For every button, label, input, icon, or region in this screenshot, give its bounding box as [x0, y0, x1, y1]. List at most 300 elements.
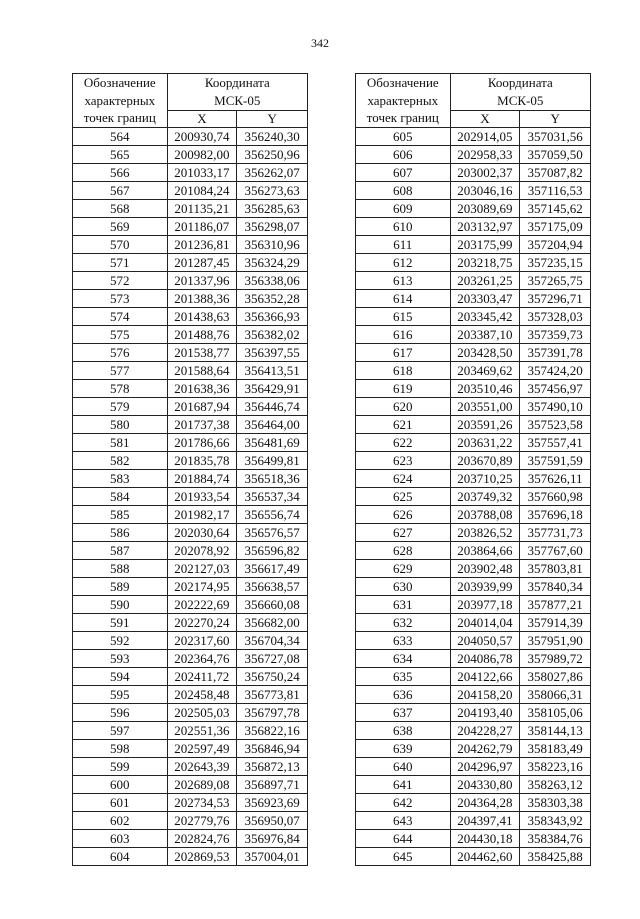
point-number-cell: 615 [356, 308, 451, 326]
point-label-header: Обозначение характерных точек границ [356, 74, 451, 128]
y-coordinate-cell: 356638,57 [237, 578, 308, 596]
table-row [356, 560, 591, 578]
table-row [73, 632, 308, 650]
point-number-cell: 604 [73, 848, 168, 866]
point-number-cell: 578 [73, 380, 168, 398]
x-header: X [167, 111, 237, 128]
point-number-cell: 602 [73, 812, 168, 830]
y-coordinate-cell: 357591,59 [520, 452, 591, 470]
table-row [356, 488, 591, 506]
y-coordinate-cell: 357989,72 [520, 650, 591, 668]
coordinate-system-header: Координата МСК-05 [450, 74, 590, 111]
point-number-cell: 610 [356, 218, 451, 236]
point-number-cell: 577 [73, 362, 168, 380]
point-number-cell: 573 [73, 290, 168, 308]
y-coordinate-cell: 356366,93 [237, 308, 308, 326]
x-coordinate-cell: 201186,07 [167, 218, 237, 236]
point-number-cell: 634 [356, 650, 451, 668]
point-number-cell: 570 [73, 236, 168, 254]
x-coordinate-cell: 204462,60 [450, 848, 520, 866]
point-number-cell: 617 [356, 344, 451, 362]
y-coordinate-cell: 357204,94 [520, 236, 591, 254]
table-row [356, 290, 591, 308]
y-coordinate-cell: 357626,11 [520, 470, 591, 488]
y-coordinate-cell: 357490,10 [520, 398, 591, 416]
table-row [73, 272, 308, 290]
table-row [356, 398, 591, 416]
y-coordinate-cell: 356481,69 [237, 434, 308, 452]
y-coordinate-cell: 356897,71 [237, 776, 308, 794]
point-number-cell: 608 [356, 182, 451, 200]
table-row [73, 758, 308, 776]
table-row [73, 830, 308, 848]
x-coordinate-cell: 204193,40 [450, 704, 520, 722]
y-coordinate-cell: 356576,57 [237, 524, 308, 542]
x-coordinate-cell: 203175,99 [450, 236, 520, 254]
point-number-cell: 583 [73, 470, 168, 488]
y-coordinate-cell: 356923,69 [237, 794, 308, 812]
point-number-cell: 616 [356, 326, 451, 344]
table-row [73, 542, 308, 560]
y-coordinate-cell: 357175,09 [520, 218, 591, 236]
y-coordinate-cell: 356413,51 [237, 362, 308, 380]
point-number-cell: 599 [73, 758, 168, 776]
page-number: 342 [311, 36, 329, 50]
y-coordinate-cell: 357059,50 [520, 146, 591, 164]
point-number-cell: 564 [73, 128, 168, 146]
y-header: Y [520, 111, 591, 128]
y-coordinate-cell: 357296,71 [520, 290, 591, 308]
x-coordinate-cell: 203046,16 [450, 182, 520, 200]
x-coordinate-cell: 203826,52 [450, 524, 520, 542]
point-number-cell: 609 [356, 200, 451, 218]
point-number-cell: 571 [73, 254, 168, 272]
y-coordinate-cell: 356537,34 [237, 488, 308, 506]
point-number-cell: 575 [73, 326, 168, 344]
point-number-cell: 586 [73, 524, 168, 542]
x-coordinate-cell: 202030,64 [167, 524, 237, 542]
y-coordinate-cell: 356596,82 [237, 542, 308, 560]
y-coordinate-cell: 356262,07 [237, 164, 308, 182]
table-row [356, 380, 591, 398]
y-coordinate-cell: 357359,73 [520, 326, 591, 344]
table-row [356, 182, 591, 200]
x-coordinate-cell: 203428,50 [450, 344, 520, 362]
y-coordinate-cell: 356556,74 [237, 506, 308, 524]
point-number-cell: 619 [356, 380, 451, 398]
x-coordinate-cell: 204122,66 [450, 668, 520, 686]
point-number-cell: 603 [73, 830, 168, 848]
point-number-cell: 637 [356, 704, 451, 722]
y-coordinate-cell: 356704,34 [237, 632, 308, 650]
x-coordinate-cell: 202914,05 [450, 128, 520, 146]
table-row [356, 632, 591, 650]
point-number-cell: 640 [356, 758, 451, 776]
table-row [356, 254, 591, 272]
y-coordinate-cell: 356338,06 [237, 272, 308, 290]
y-coordinate-cell: 357328,03 [520, 308, 591, 326]
y-coordinate-cell: 357840,34 [520, 578, 591, 596]
y-header: Y [237, 111, 308, 128]
y-coordinate-cell: 356310,96 [237, 236, 308, 254]
point-number-cell: 588 [73, 560, 168, 578]
x-coordinate-cell: 202270,24 [167, 614, 237, 632]
x-coordinate-cell: 201538,77 [167, 344, 237, 362]
x-coordinate-cell: 201982,17 [167, 506, 237, 524]
y-coordinate-cell: 357523,58 [520, 416, 591, 434]
point-number-cell: 631 [356, 596, 451, 614]
point-number-cell: 641 [356, 776, 451, 794]
table-row [73, 506, 308, 524]
x-coordinate-cell: 203864,66 [450, 542, 520, 560]
point-number-cell: 624 [356, 470, 451, 488]
table-row [73, 344, 308, 362]
x-coordinate-cell: 201884,74 [167, 470, 237, 488]
coordinates-table-left [72, 73, 308, 866]
table-row [73, 776, 308, 794]
x-coordinate-cell: 201933,54 [167, 488, 237, 506]
x-coordinate-cell: 204086,78 [450, 650, 520, 668]
table-row [73, 722, 308, 740]
table-row [356, 848, 591, 866]
table-row [73, 452, 308, 470]
point-number-cell: 601 [73, 794, 168, 812]
y-coordinate-cell: 358144,13 [520, 722, 591, 740]
point-number-cell: 598 [73, 740, 168, 758]
x-coordinate-cell: 201337,96 [167, 272, 237, 290]
table-row [73, 578, 308, 596]
y-coordinate-cell: 357456,97 [520, 380, 591, 398]
table-row [73, 560, 308, 578]
y-coordinate-cell: 356464,00 [237, 416, 308, 434]
x-coordinate-cell: 203591,26 [450, 416, 520, 434]
y-coordinate-cell: 356429,91 [237, 380, 308, 398]
y-coordinate-cell: 358183,49 [520, 740, 591, 758]
y-coordinate-cell: 358303,38 [520, 794, 591, 812]
x-coordinate-cell: 201287,45 [167, 254, 237, 272]
x-coordinate-cell: 203977,18 [450, 596, 520, 614]
y-coordinate-cell: 357424,20 [520, 362, 591, 380]
table-row [73, 200, 308, 218]
table-row [73, 380, 308, 398]
point-number-cell: 622 [356, 434, 451, 452]
y-coordinate-cell: 356518,36 [237, 470, 308, 488]
x-coordinate-cell: 202364,76 [167, 650, 237, 668]
y-coordinate-cell: 357004,01 [237, 848, 308, 866]
x-coordinate-cell: 202222,69 [167, 596, 237, 614]
x-coordinate-cell: 201236,81 [167, 236, 237, 254]
y-coordinate-cell: 356773,81 [237, 686, 308, 704]
point-label-header: Обозначение характерных точек границ [73, 74, 168, 128]
x-coordinate-cell: 202869,53 [167, 848, 237, 866]
point-number-cell: 600 [73, 776, 168, 794]
point-number-cell: 620 [356, 398, 451, 416]
point-number-cell: 628 [356, 542, 451, 560]
y-coordinate-cell: 356976,84 [237, 830, 308, 848]
x-coordinate-cell: 200982,00 [167, 146, 237, 164]
table-row [73, 434, 308, 452]
y-coordinate-cell: 356250,96 [237, 146, 308, 164]
x-coordinate-cell: 203002,37 [450, 164, 520, 182]
point-number-cell: 580 [73, 416, 168, 434]
table-row [356, 722, 591, 740]
point-number-cell: 579 [73, 398, 168, 416]
y-coordinate-cell: 357235,15 [520, 254, 591, 272]
x-coordinate-cell: 203939,99 [450, 578, 520, 596]
y-coordinate-cell: 356397,55 [237, 344, 308, 362]
point-number-cell: 643 [356, 812, 451, 830]
point-number-cell: 627 [356, 524, 451, 542]
y-coordinate-cell: 356846,94 [237, 740, 308, 758]
table-row [73, 290, 308, 308]
point-number-cell: 591 [73, 614, 168, 632]
x-coordinate-cell: 204262,79 [450, 740, 520, 758]
table-row [356, 434, 591, 452]
x-coordinate-cell: 203902,48 [450, 560, 520, 578]
point-number-cell: 566 [73, 164, 168, 182]
point-number-cell: 595 [73, 686, 168, 704]
y-coordinate-cell: 356750,24 [237, 668, 308, 686]
y-coordinate-cell: 356872,13 [237, 758, 308, 776]
y-coordinate-cell: 357116,53 [520, 182, 591, 200]
table-row [73, 416, 308, 434]
y-coordinate-cell: 357087,82 [520, 164, 591, 182]
x-coordinate-cell: 203089,69 [450, 200, 520, 218]
y-coordinate-cell: 356446,74 [237, 398, 308, 416]
y-coordinate-cell: 358066,31 [520, 686, 591, 704]
x-coordinate-cell: 203670,89 [450, 452, 520, 470]
x-coordinate-cell: 203631,22 [450, 434, 520, 452]
table-row [356, 344, 591, 362]
point-number-cell: 636 [356, 686, 451, 704]
table-row [356, 236, 591, 254]
table-row [356, 128, 591, 146]
point-number-cell: 614 [356, 290, 451, 308]
x-coordinate-cell: 204430,18 [450, 830, 520, 848]
table-row [356, 218, 591, 236]
y-coordinate-cell: 356324,29 [237, 254, 308, 272]
table-row [73, 614, 308, 632]
y-coordinate-cell: 356499,81 [237, 452, 308, 470]
x-coordinate-cell: 203749,32 [450, 488, 520, 506]
table-row [356, 686, 591, 704]
table-row [73, 650, 308, 668]
y-coordinate-cell: 358027,86 [520, 668, 591, 686]
point-number-cell: 582 [73, 452, 168, 470]
x-coordinate-cell: 203387,10 [450, 326, 520, 344]
table-row [356, 704, 591, 722]
x-coordinate-cell: 203510,46 [450, 380, 520, 398]
point-number-cell: 565 [73, 146, 168, 164]
table-row [356, 470, 591, 488]
table-row [73, 236, 308, 254]
y-coordinate-cell: 356822,16 [237, 722, 308, 740]
x-coordinate-cell: 201737,38 [167, 416, 237, 434]
y-coordinate-cell: 357914,39 [520, 614, 591, 632]
table-row [73, 308, 308, 326]
x-coordinate-cell: 202078,92 [167, 542, 237, 560]
table-row [356, 308, 591, 326]
point-number-cell: 626 [356, 506, 451, 524]
x-coordinate-cell: 202317,60 [167, 632, 237, 650]
x-coordinate-cell: 202824,76 [167, 830, 237, 848]
y-coordinate-cell: 357145,62 [520, 200, 591, 218]
x-coordinate-cell: 202174,95 [167, 578, 237, 596]
x-coordinate-cell: 201388,36 [167, 290, 237, 308]
table-row [73, 254, 308, 272]
x-coordinate-cell: 202505,03 [167, 704, 237, 722]
table-row [356, 614, 591, 632]
table-row [356, 200, 591, 218]
y-coordinate-cell: 358384,76 [520, 830, 591, 848]
table-row [73, 326, 308, 344]
point-number-cell: 596 [73, 704, 168, 722]
table-row [356, 776, 591, 794]
table-row [356, 740, 591, 758]
y-coordinate-cell: 356660,08 [237, 596, 308, 614]
table-row [356, 830, 591, 848]
point-number-cell: 592 [73, 632, 168, 650]
point-number-cell: 574 [73, 308, 168, 326]
table-row [356, 326, 591, 344]
point-number-cell: 621 [356, 416, 451, 434]
y-coordinate-cell: 357031,56 [520, 128, 591, 146]
y-coordinate-cell: 356285,63 [237, 200, 308, 218]
table-row [356, 362, 591, 380]
table-row [73, 146, 308, 164]
x-coordinate-cell: 202597,49 [167, 740, 237, 758]
x-coordinate-cell: 203710,25 [450, 470, 520, 488]
point-number-cell: 593 [73, 650, 168, 668]
point-number-cell: 585 [73, 506, 168, 524]
point-number-cell: 606 [356, 146, 451, 164]
y-coordinate-cell: 357731,73 [520, 524, 591, 542]
x-coordinate-cell: 203551,00 [450, 398, 520, 416]
table-row [73, 164, 308, 182]
x-coordinate-cell: 201687,94 [167, 398, 237, 416]
table-row [356, 668, 591, 686]
x-coordinate-cell: 200930,74 [167, 128, 237, 146]
x-coordinate-cell: 204330,80 [450, 776, 520, 794]
x-coordinate-cell: 202689,08 [167, 776, 237, 794]
x-coordinate-cell: 204014,04 [450, 614, 520, 632]
coordinate-system-header: Координата МСК-05 [167, 74, 307, 111]
x-coordinate-cell: 203469,62 [450, 362, 520, 380]
x-coordinate-cell: 201084,24 [167, 182, 237, 200]
table-row [73, 740, 308, 758]
y-coordinate-cell: 356682,00 [237, 614, 308, 632]
table-row [73, 812, 308, 830]
point-number-cell: 645 [356, 848, 451, 866]
y-coordinate-cell: 356797,78 [237, 704, 308, 722]
x-coordinate-cell: 202734,53 [167, 794, 237, 812]
x-coordinate-cell: 202551,36 [167, 722, 237, 740]
table-body [356, 128, 591, 866]
table-row [356, 650, 591, 668]
point-number-cell: 589 [73, 578, 168, 596]
y-coordinate-cell: 357557,41 [520, 434, 591, 452]
x-coordinate-cell: 204364,28 [450, 794, 520, 812]
y-coordinate-cell: 356950,07 [237, 812, 308, 830]
table-row [73, 218, 308, 236]
table-row [356, 812, 591, 830]
y-coordinate-cell: 358223,16 [520, 758, 591, 776]
y-coordinate-cell: 356382,02 [237, 326, 308, 344]
table-row [73, 524, 308, 542]
y-coordinate-cell: 357696,18 [520, 506, 591, 524]
table-row [356, 524, 591, 542]
x-coordinate-cell: 202411,72 [167, 668, 237, 686]
point-number-cell: 644 [356, 830, 451, 848]
table-row [73, 848, 308, 866]
point-number-cell: 576 [73, 344, 168, 362]
y-coordinate-cell: 357803,81 [520, 560, 591, 578]
table-row [356, 758, 591, 776]
coordinates-table-right [355, 73, 591, 866]
point-number-cell: 613 [356, 272, 451, 290]
x-coordinate-cell: 204397,41 [450, 812, 520, 830]
y-coordinate-cell: 356298,07 [237, 218, 308, 236]
x-coordinate-cell: 202458,48 [167, 686, 237, 704]
y-coordinate-cell: 358343,92 [520, 812, 591, 830]
y-coordinate-cell: 358425,88 [520, 848, 591, 866]
point-number-cell: 638 [356, 722, 451, 740]
table-row [73, 704, 308, 722]
point-number-cell: 629 [356, 560, 451, 578]
point-number-cell: 623 [356, 452, 451, 470]
x-coordinate-cell: 202958,33 [450, 146, 520, 164]
point-number-cell: 581 [73, 434, 168, 452]
y-coordinate-cell: 357877,21 [520, 596, 591, 614]
x-coordinate-cell: 202127,03 [167, 560, 237, 578]
point-number-cell: 607 [356, 164, 451, 182]
table-row [73, 362, 308, 380]
table-row [356, 164, 591, 182]
table-row [356, 146, 591, 164]
x-coordinate-cell: 201488,76 [167, 326, 237, 344]
y-coordinate-cell: 356240,30 [237, 128, 308, 146]
table-row [356, 416, 591, 434]
x-coordinate-cell: 202779,76 [167, 812, 237, 830]
x-coordinate-cell: 201638,36 [167, 380, 237, 398]
y-coordinate-cell: 357951,90 [520, 632, 591, 650]
point-number-cell: 618 [356, 362, 451, 380]
table-row [73, 596, 308, 614]
point-number-cell: 642 [356, 794, 451, 812]
table-row [356, 596, 591, 614]
x-coordinate-cell: 201835,78 [167, 452, 237, 470]
x-coordinate-cell: 203788,08 [450, 506, 520, 524]
table-row [73, 398, 308, 416]
y-coordinate-cell: 356727,08 [237, 650, 308, 668]
table-row [73, 488, 308, 506]
point-number-cell: 569 [73, 218, 168, 236]
point-number-cell: 633 [356, 632, 451, 650]
x-header: X [450, 111, 520, 128]
table-body [73, 128, 308, 866]
x-coordinate-cell: 201786,66 [167, 434, 237, 452]
y-coordinate-cell: 358263,12 [520, 776, 591, 794]
y-coordinate-cell: 356617,49 [237, 560, 308, 578]
point-number-cell: 611 [356, 236, 451, 254]
point-number-cell: 632 [356, 614, 451, 632]
table-row [73, 686, 308, 704]
point-number-cell: 597 [73, 722, 168, 740]
point-number-cell: 584 [73, 488, 168, 506]
y-coordinate-cell: 357391,78 [520, 344, 591, 362]
point-number-cell: 572 [73, 272, 168, 290]
table-row [73, 668, 308, 686]
